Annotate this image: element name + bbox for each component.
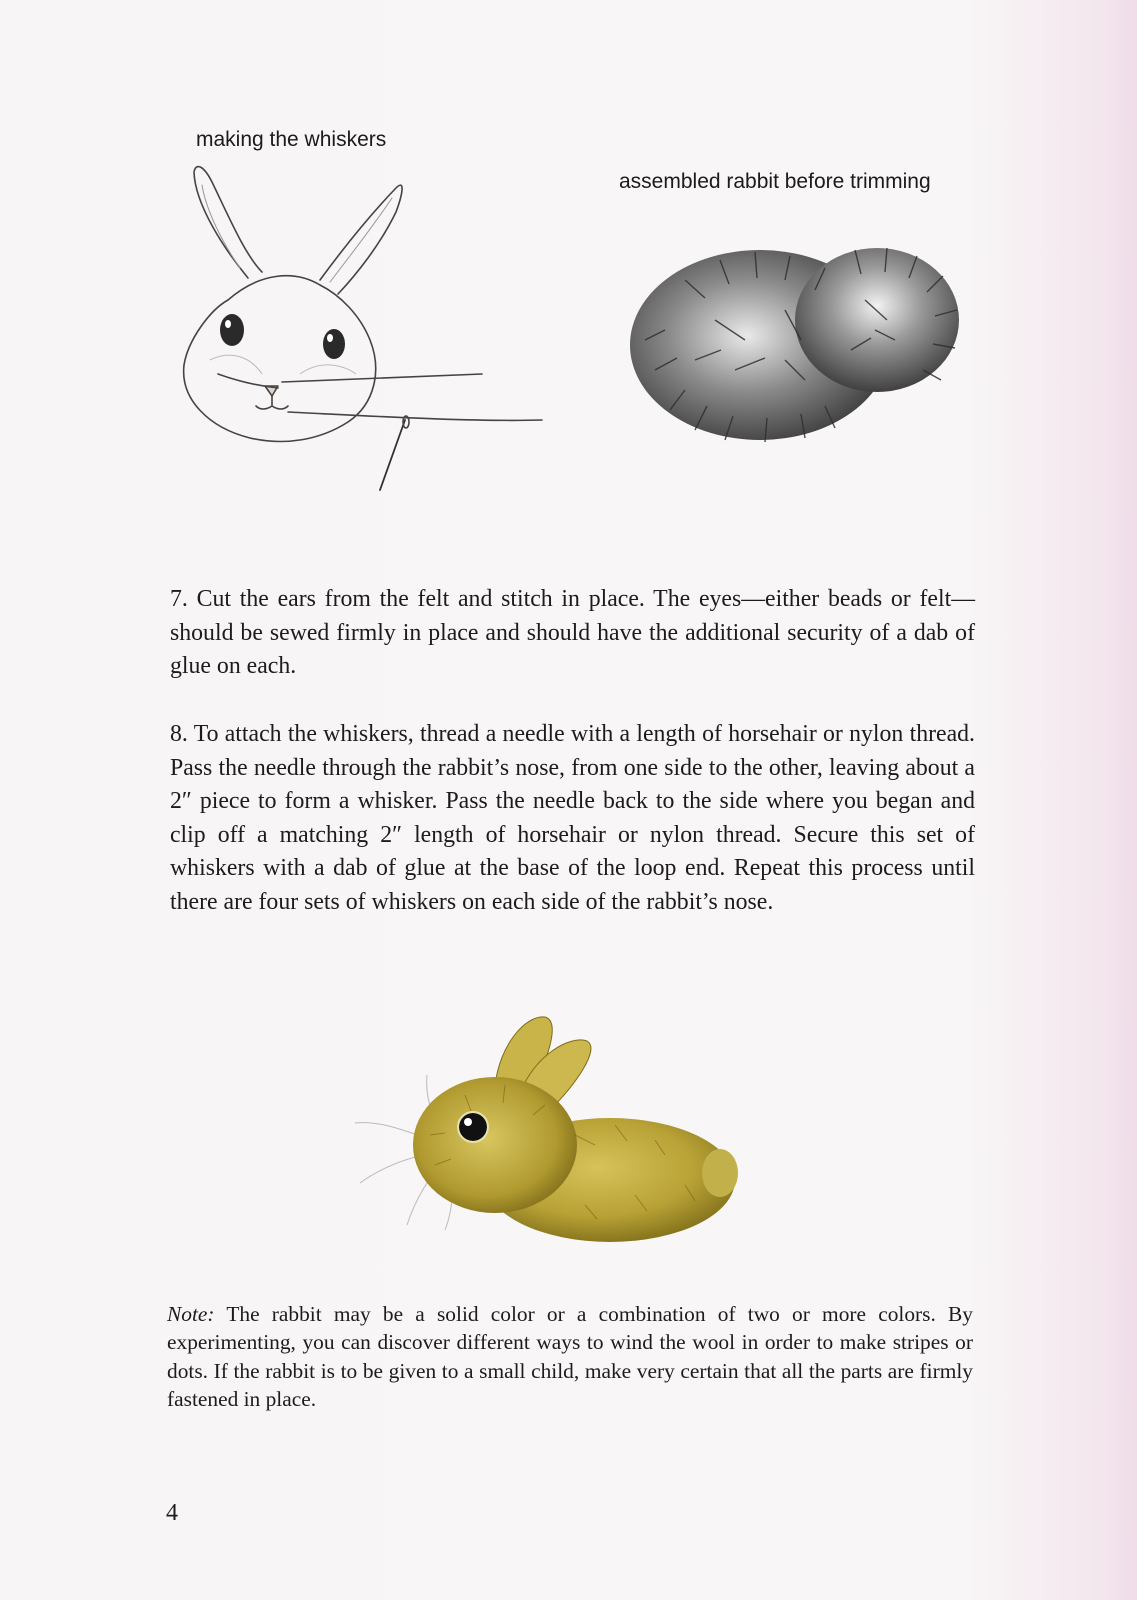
whiskers-figure-caption: making the whiskers xyxy=(196,128,387,151)
right-eye xyxy=(323,329,345,359)
whisker-thread-long xyxy=(288,412,542,420)
assembled-rabbit-caption: assembled rabbit before trimming xyxy=(619,170,931,193)
page-number: 4 xyxy=(166,1500,178,1526)
head-pompom xyxy=(795,248,959,392)
left-eye xyxy=(220,314,244,346)
note-label: Note: xyxy=(167,1302,215,1326)
step-8-text: 8. To attach the whiskers, thread a needle with a length of horsehair or nylon thread. Pass the needle through the rabbit’s nose, from one side to the other, leaving about a 2″ piece to form a whisker. Pass the needle back to the side where you began and clip off a matching 2″ length of horsehair or nylon thread. Secure this set of whiskers with a dab of glue at the base of the loop end. Repeat this process until there are four sets of whiskers on each side of the rabbit’s nose. xyxy=(170,721,975,915)
rabbit-head-drawing xyxy=(170,160,560,500)
assembled-rabbit-drawing xyxy=(625,220,985,460)
left-ear xyxy=(194,167,262,278)
note-paragraph xyxy=(167,1300,973,1413)
note-text: The rabbit may be a solid color or a combination of two or more colors. By experimenting, you can discover different ways to wind the wool in order to make stripes or dots. If the rabbit is to be given to a small child, make very certain that all the parts are firmly fastened in place. xyxy=(167,1302,973,1411)
finished-rabbit-illustration xyxy=(335,1015,755,1275)
rabbit-head xyxy=(413,1077,577,1213)
step-7-text: 7. Cut the ears from the felt and stitch in place. The eyes—either beads or felt—should be sewed firmly in place and should have the additional security of a dab of glue on each. xyxy=(170,586,975,680)
rabbit-tail xyxy=(702,1149,738,1197)
rabbit-eye xyxy=(459,1113,487,1141)
needle xyxy=(380,420,405,490)
whisker-thread-upper xyxy=(282,374,482,382)
